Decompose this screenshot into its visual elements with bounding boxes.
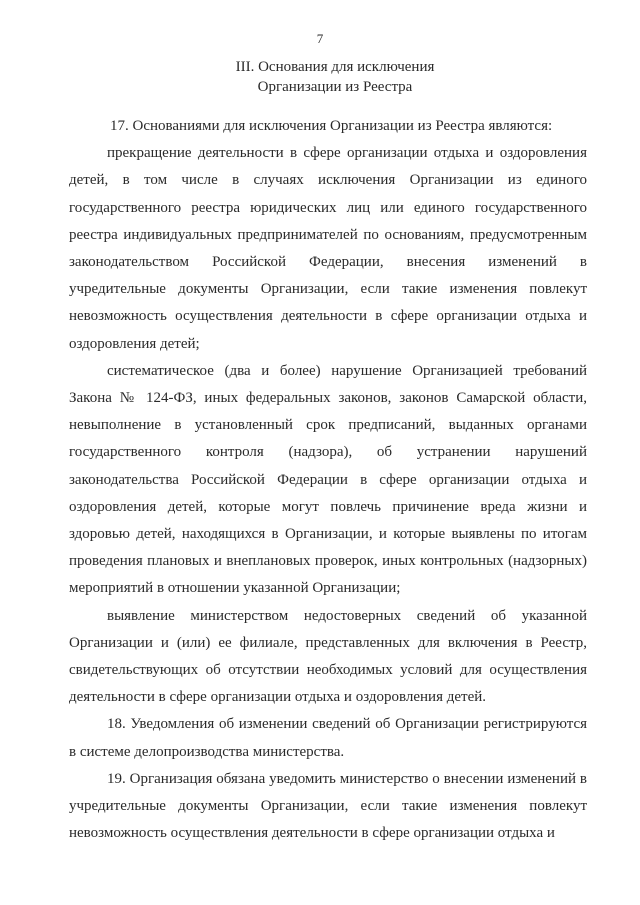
document-body: [69, 113, 587, 847]
paragraph-termination: прекращение деятельности в сфере организации отдыха и оздоровления детей, в том числе в случаях исключения Организации из единого государственного реестра юридических лиц или единого государственного реестра индивидуальных предпринимателей по основаниям, предусмотренным законодательством Российской Федерации, внесения изменений в учредительные документы Организации, если такие изменения повлекут невозможность осуществления деятельности в сфере организации отдыха и оздоровления детей;: [69, 145, 587, 352]
paragraph-17: 17. Основаниями для исключения Организации из Реестра являются:: [110, 118, 553, 134]
section-heading: [0, 57, 640, 97]
paragraph-systematic-violation: систематическое (два и более) нарушение Организацией требований Закона № 124-ФЗ, иных федеральных законов, законов Самарской области, невыполнение в установленный срок предписаний, выданных органами государственного контроля (надзора), об устранении нарушений законодательства Российской Федерации в сфере организации отдыха и оздоровления детей, которые могут повлечь причинение вреда жизни и здоровью детей, находящихся в Организации, и которые выявлены по итогам проведения плановых и внеплановых проверок, иных контрольных (надзорных) мероприятий в отношении указанной Организации;: [69, 362, 587, 597]
page-number: 7: [316, 31, 324, 46]
paragraph-false-information: выявление министерством недостоверных сведений об указанной Организации и (или) ее филиале, представленных для включения в Реестр, свидетельствующих об отсутствии необходимых условий для осуществления деятельности в сфере организации отдыха и оздоровления детей.: [69, 607, 587, 706]
section-heading-line-1: III. Основания для исключения: [235, 59, 435, 75]
paragraph-18: 18. Уведомления об изменении сведений об Организации регистрируются в системе делопроизводства министерства.: [69, 716, 587, 760]
paragraph-19: 19. Организация обязана уведомить министерство о внесении изменений в учредительные документы Организации, если такие изменения повлекут невозможность осуществления деятельности в сфере организации отдыха и: [69, 770, 587, 842]
section-heading-line-2: Организации из Реестра: [257, 79, 413, 95]
